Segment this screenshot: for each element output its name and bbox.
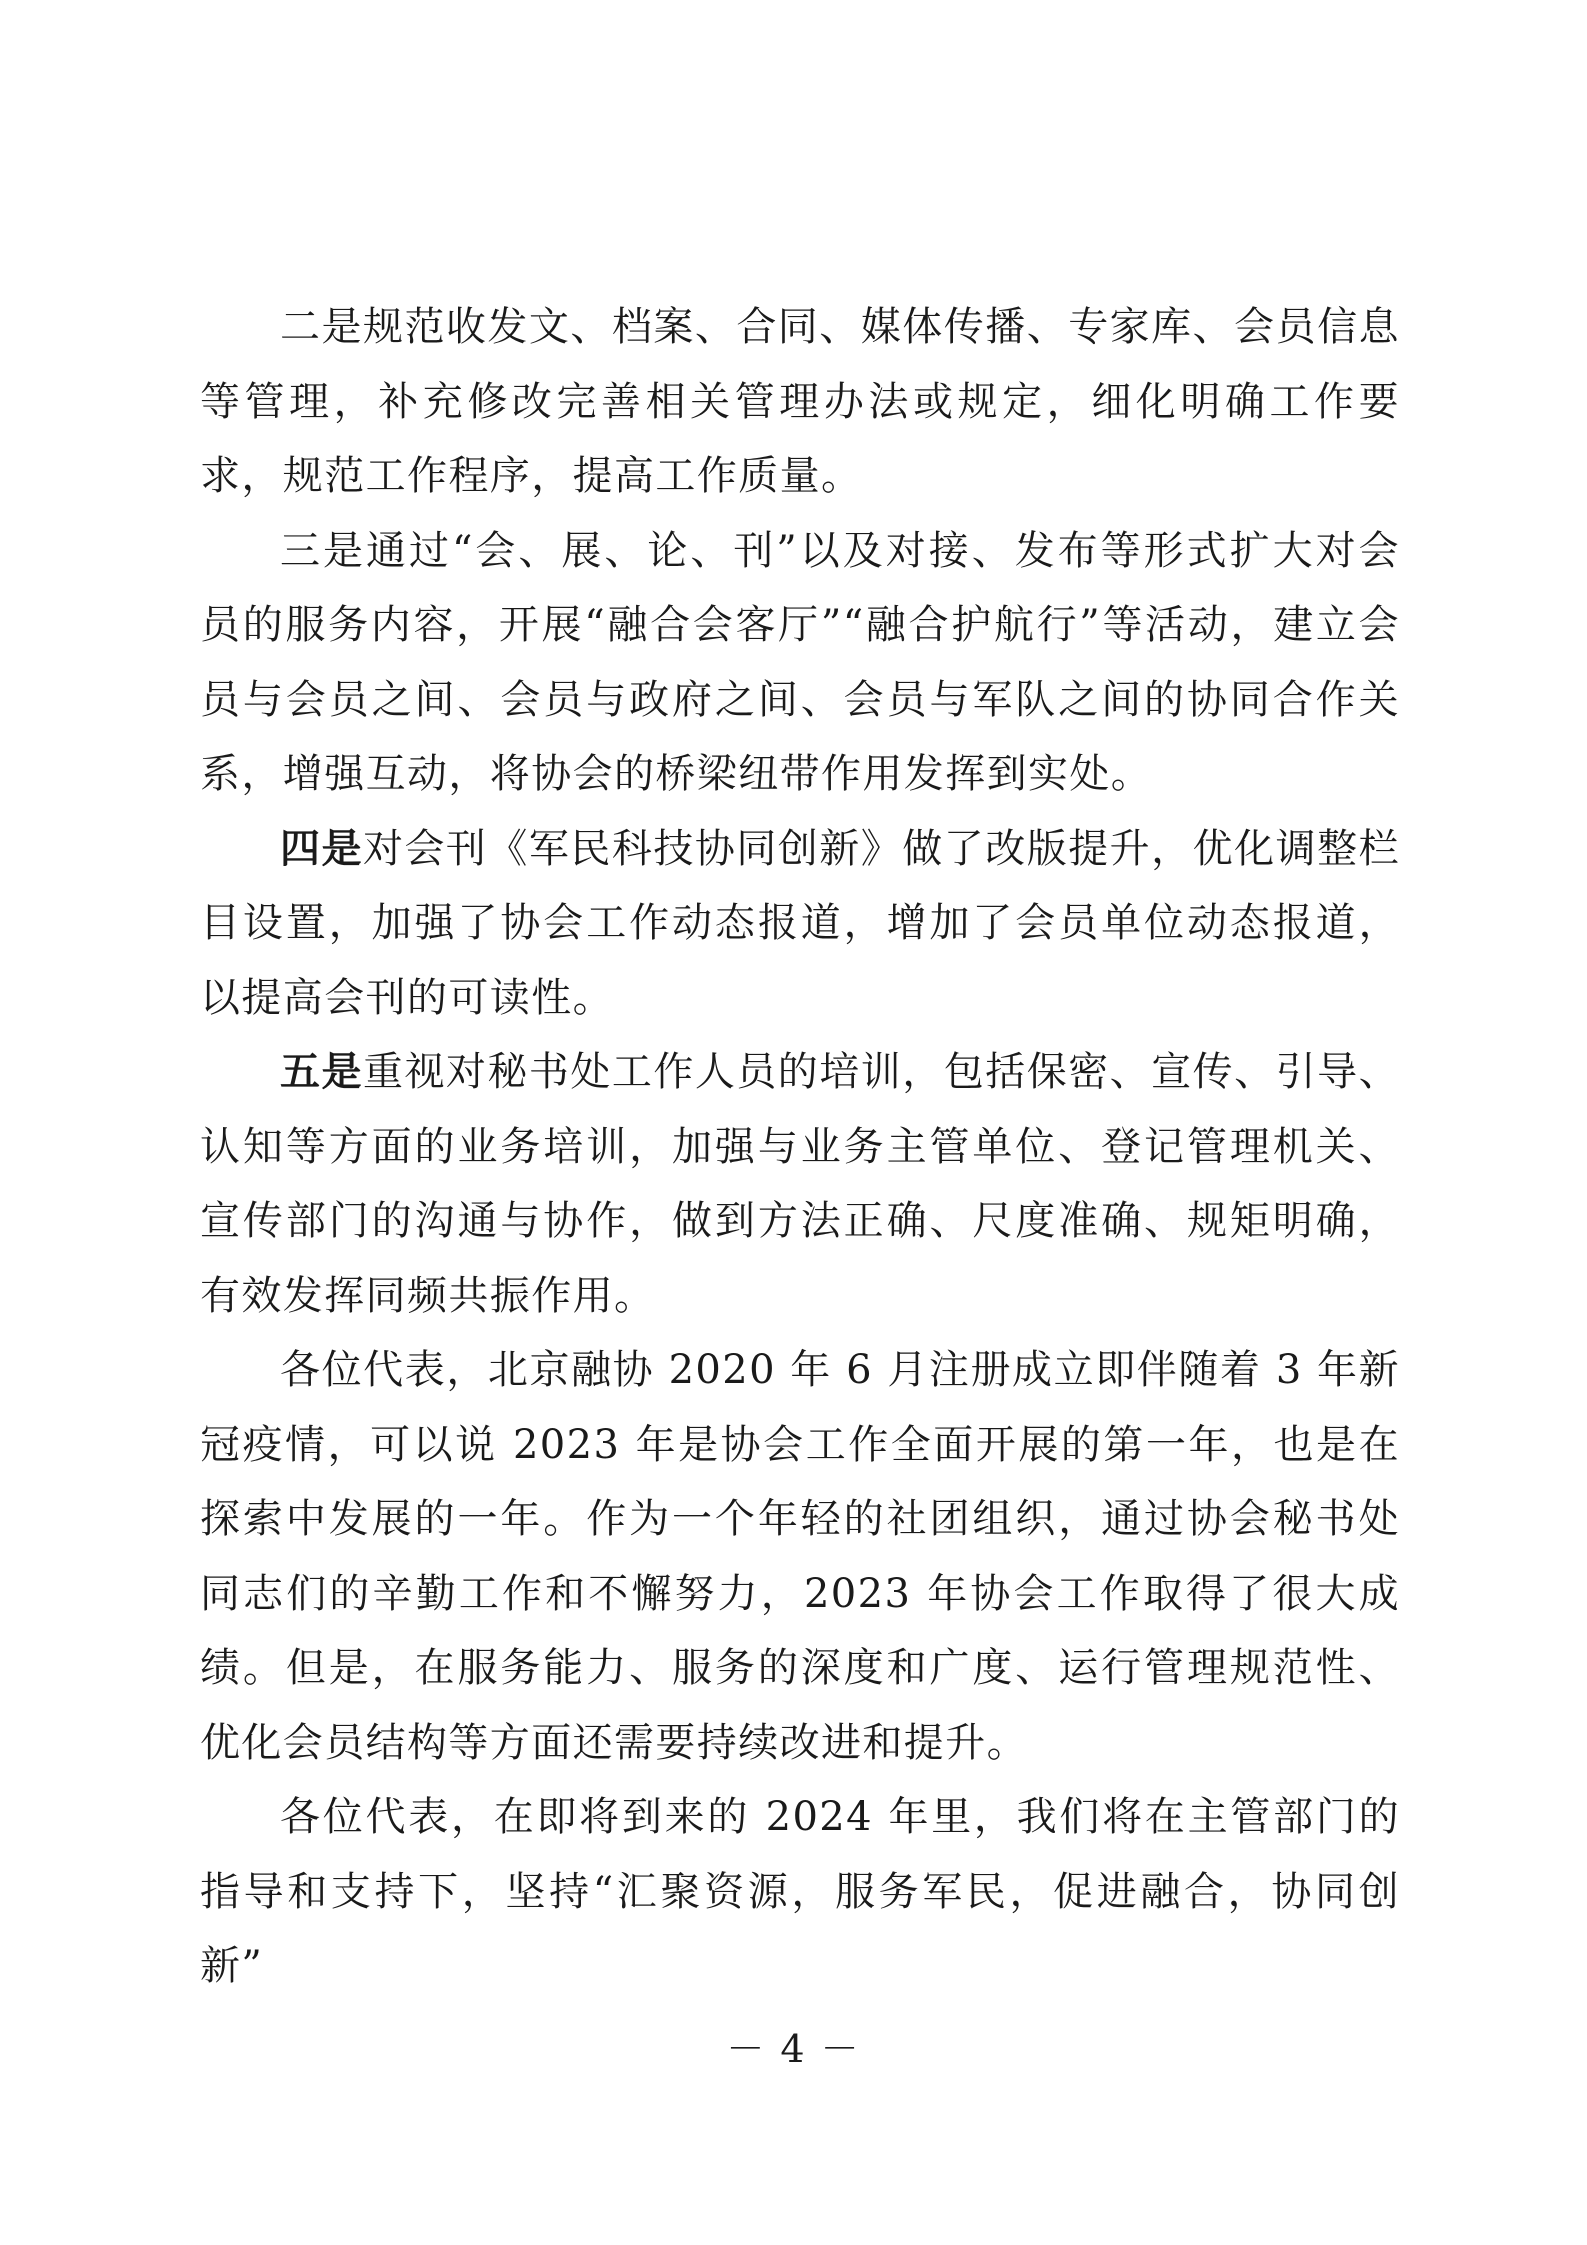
paragraph-text: 二是规范收发文、档案、合同、媒体传播、专家库、会员信息等管理，补充修改完善相关管理办法或规定，细化明确工作要求，规范工作程序，提高工作质量。: [200, 304, 1400, 499]
paragraph-4-journal-revision: [200, 812, 1400, 1036]
paragraph-outlook-2024: [200, 1780, 1400, 2004]
paragraph-3-member-services: [200, 514, 1400, 812]
paragraph-2-standardize-management: [200, 290, 1400, 514]
paragraph-text: 三是通过“会、展、论、刊”以及对接、发布等形式扩大对会员的服务内容，开展“融合会客厅”“融合护航行”等活动，建立会员与会员之间、会员与政府之间、会员与军队之间的协同合作关系，增强互动，将协会的桥梁纽带作用发挥到实处。: [200, 527, 1400, 797]
page-number: － 4 －: [726, 2027, 861, 2071]
paragraph-summary-2023: [200, 1333, 1400, 1780]
paragraph-lead: 四是: [280, 824, 363, 872]
paragraph-text: 各位代表，在即将到来的 2024 年里，我们将在主管部门的指导和支持下，坚持“汇聚资源，服务军民，促进融合，协同创新”: [200, 1794, 1400, 1989]
paragraph-text: 各位代表，北京融协 2020 年 6 月注册成立即伴随着 3 年新冠疫情，可以说 2023 年是协会工作全面开展的第一年，也是在探索中发展的一年。作为一个年轻的社团组织，通过协会秘书处同志们的辛勤工作和不懈努力，2023 年协会工作取得了很大成绩。但是，在服务能力、服务的深度和广度、运行管理规范性、优化会员结构等方面还需要持续改进和提升。: [200, 1347, 1400, 1766]
paragraph-lead: 五是: [280, 1048, 363, 1095]
paragraph-5-staff-training: [200, 1035, 1400, 1333]
paragraph-text: 重视对秘书处工作人员的培训，包括保密、宣传、引导、认知等方面的业务培训，加强与业务主管单位、登记管理机关、宣传部门的沟通与协作，做到方法正确、尺度准确、规矩明确，有效发挥同频共振作用。: [200, 1049, 1400, 1319]
paragraph-text: 对会刊《军民科技协同创新》做了改版提升，优化调整栏目设置，加强了协会工作动态报道，增加了会员单位动态报道，以提高会刊的可读性。: [200, 825, 1400, 1021]
document-body: [200, 290, 1400, 2004]
